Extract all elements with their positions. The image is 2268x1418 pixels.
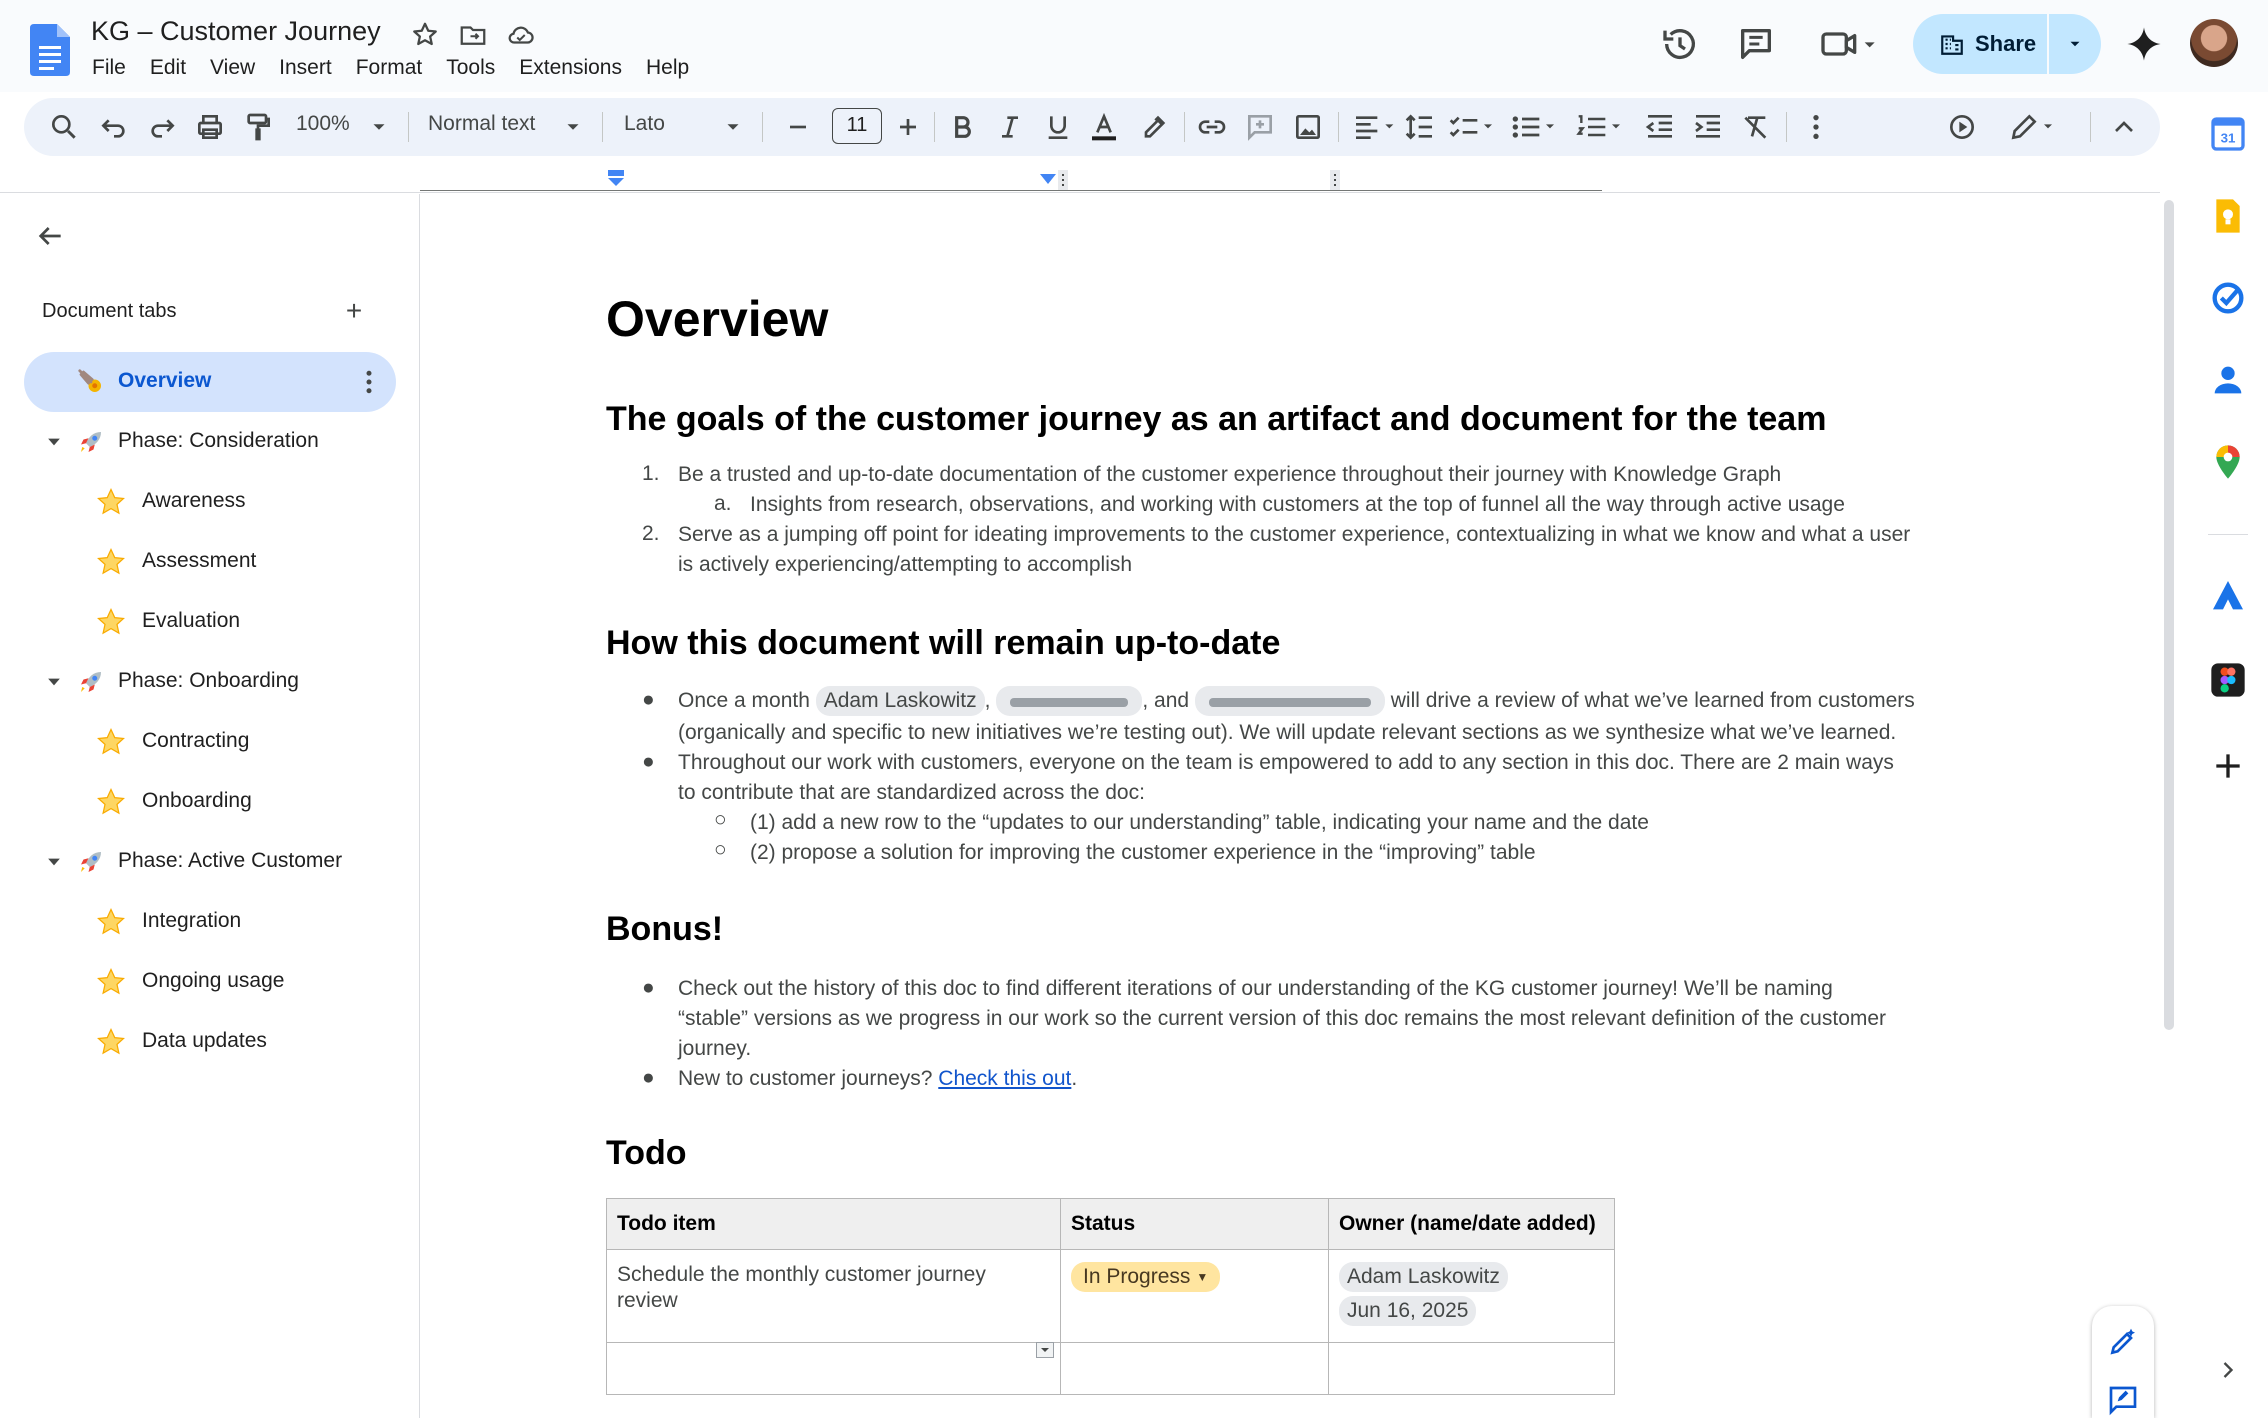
collapse-caret-icon[interactable] <box>44 432 64 452</box>
document-tabs-sidebar <box>0 194 420 1418</box>
menu-view[interactable]: View <box>210 56 256 79</box>
owner-cell[interactable] <box>1329 1250 1615 1343</box>
sidebar-tab-label: Phase: Consideration <box>118 429 319 452</box>
gemini-icon[interactable] <box>2124 24 2164 64</box>
tab-options-icon[interactable] <box>354 367 384 397</box>
sidebar-tab-label: Assessment <box>142 549 257 572</box>
column-marker-icon[interactable] <box>1330 170 1340 190</box>
bullet: ● <box>642 750 655 773</box>
version-history-icon[interactable] <box>1660 24 1700 64</box>
status-label: In Progress <box>1083 1265 1191 1288</box>
todo-item-line-1: Schedule the monthly customer journey <box>617 1263 986 1286</box>
zoom-caret-icon[interactable] <box>368 111 390 143</box>
decrease-font-size-icon[interactable] <box>782 111 814 143</box>
sidebar-tab-integration[interactable] <box>24 892 396 952</box>
maps-icon[interactable] <box>2208 442 2248 482</box>
title-bar <box>0 0 2268 92</box>
print-icon[interactable] <box>194 111 226 143</box>
font-family-select[interactable]: Lato <box>624 112 665 135</box>
add-addon-icon[interactable] <box>2208 746 2248 786</box>
column-header[interactable]: Todo item <box>607 1199 1061 1250</box>
up-to-date-bullet-1-line-2: (organically and specific to new initiatives we’re testing out). We will update relevant sections as we synthesize what we’ve learned. <box>678 721 1897 744</box>
menu-insert[interactable]: Insert <box>279 56 332 79</box>
svg-text:31: 31 <box>2220 130 2236 146</box>
text: will drive a review of what we’ve learned from customers <box>1390 689 1915 712</box>
sidebar-tab-phase-onboarding[interactable] <box>24 652 396 712</box>
toolbar-divider <box>762 112 763 142</box>
person-chip[interactable]: Adam Laskowitz <box>1339 1262 1508 1292</box>
sidebar-tab-label: Awareness <box>142 489 246 512</box>
status-chip[interactable] <box>1071 1262 1220 1292</box>
todo-heading: Todo <box>606 1134 687 1172</box>
empty-cell[interactable] <box>1061 1343 1329 1395</box>
star-emoji-icon <box>96 907 126 937</box>
star-emoji-icon <box>96 727 126 757</box>
sidebar-tab-label: Phase: Active Customer <box>118 849 343 872</box>
bullet: ● <box>642 1066 655 1089</box>
figma-addon-icon[interactable] <box>2208 660 2248 700</box>
insert-image-icon[interactable] <box>1292 111 1324 143</box>
goals-item-1: Be a trusted and up-to-date documentation of the customer experience throughout their journey with Knowledge Graph <box>678 463 1782 486</box>
bulleted-list-icon[interactable] <box>1510 111 1558 143</box>
table-row <box>607 1250 1615 1343</box>
decrease-indent-icon[interactable] <box>1644 111 1676 143</box>
user-avatar[interactable] <box>2190 19 2238 67</box>
share-main-button[interactable] <box>1913 14 2049 74</box>
rocket-emoji-icon <box>76 847 106 877</box>
text: , <box>984 689 991 712</box>
redacted-person-chip[interactable] <box>1195 686 1385 716</box>
todo-table <box>606 1198 1615 1395</box>
undo-icon[interactable] <box>98 111 130 143</box>
star-emoji-icon <box>96 487 126 517</box>
comet-emoji-icon <box>76 367 106 397</box>
more-options-icon[interactable] <box>1800 111 1832 143</box>
sub-bullet: ○ <box>714 808 727 831</box>
column-header[interactable]: Owner (name/date added) <box>1329 1199 1615 1250</box>
docs-logo-icon[interactable] <box>30 24 70 76</box>
floating-actions <box>2092 1306 2154 1418</box>
smart-compose-icon[interactable] <box>1946 111 1978 143</box>
sidebar-tab-label: Contracting <box>142 729 250 752</box>
chip-caret-icon: ▼ <box>1196 1270 1209 1285</box>
sidebar-tab-overview[interactable] <box>24 352 396 412</box>
italic-icon[interactable] <box>994 111 1026 143</box>
caret-down-icon <box>2066 35 2084 53</box>
star-icon[interactable] <box>410 20 440 50</box>
keep-icon[interactable] <box>2208 196 2248 236</box>
toolbar-divider <box>1184 112 1185 142</box>
share-label: Share <box>1975 31 2037 56</box>
sidebar-tab-ongoing-usage[interactable] <box>24 952 396 1012</box>
sidebar-tab-data-updates[interactable] <box>24 1012 396 1072</box>
sidebar-tab-label: Overview <box>118 369 212 392</box>
up-to-date-sub-2: (2) propose a solution for improving the customer experience in the “improving” table <box>750 841 1536 864</box>
atlassian-addon-icon[interactable] <box>2208 576 2248 616</box>
expand-panel-icon[interactable] <box>2214 1356 2242 1384</box>
sidebar-tab-evaluation[interactable] <box>24 592 396 652</box>
numbered-list-icon[interactable] <box>1576 111 1624 143</box>
underline-icon[interactable] <box>1042 111 1074 143</box>
toolbar-divider <box>408 112 409 142</box>
style-caret-icon[interactable] <box>562 111 584 143</box>
document-title[interactable]: KG – Customer Journey <box>91 16 381 46</box>
left-indent-marker-icon[interactable] <box>606 170 626 188</box>
help-me-write-icon[interactable] <box>2107 1326 2139 1358</box>
checklist-icon[interactable] <box>1448 111 1496 143</box>
search-menus-icon[interactable] <box>48 111 80 143</box>
add-tab-button[interactable]: + <box>345 295 363 326</box>
sidebar-tab-label: Onboarding <box>142 789 252 812</box>
text: , and <box>1142 689 1190 712</box>
sidebar-tab-label: Integration <box>142 909 242 932</box>
star-emoji-icon <box>96 967 126 997</box>
sidebar-tab-label: Ongoing usage <box>142 969 285 992</box>
toolbar-border <box>0 192 2160 193</box>
document-tabs-heading: Document tabs <box>42 300 177 322</box>
list-number: 1. <box>642 462 660 485</box>
text: New to customer journeys? <box>678 1067 939 1090</box>
star-emoji-icon <box>96 1027 126 1057</box>
list-letter: a. <box>714 492 732 515</box>
sidebar-tab-assessment[interactable] <box>24 532 396 592</box>
bullet: ● <box>642 688 655 711</box>
bullet: ● <box>642 976 655 999</box>
bonus-bullet-1-line-2: “stable” versions as we progress in our work so the current version of this doc remains the most relevant definition of the customer <box>678 1007 1887 1030</box>
collapse-caret-icon[interactable] <box>44 852 64 872</box>
redacted-person-chip[interactable] <box>996 686 1142 716</box>
collapse-caret-icon[interactable] <box>44 672 64 692</box>
ruler-baseline <box>420 190 1602 191</box>
menu-bar <box>80 54 701 82</box>
bonus-heading: Bonus! <box>606 910 724 948</box>
up-to-date-bullet-1-line-1 <box>678 686 1915 716</box>
todo-item-line-2: review <box>617 1289 678 1312</box>
bonus-bullet-1-line-1: Check out the history of this doc to find different iterations of our understanding of the KG customer journey! We’ll be naming <box>678 977 1833 1000</box>
goals-heading: The goals of the customer journey as an artifact and document for the team <box>606 400 1827 438</box>
side-panel <box>2194 100 2268 1418</box>
star-emoji-icon <box>96 547 126 577</box>
column-header[interactable]: Status <box>1061 1199 1329 1250</box>
suggest-edit-icon[interactable] <box>2107 1384 2139 1416</box>
paragraph-style-select[interactable]: Normal text <box>428 112 536 135</box>
up-to-date-sub-1: (1) add a new row to the “updates to our understanding” table, indicating your name and the date <box>750 811 1649 834</box>
sub-bullet: ○ <box>714 838 727 861</box>
goals-item-1a: Insights from research, observations, and working with customers at the top of funnel all the way through active usage <box>750 493 1845 516</box>
menu-file[interactable]: File <box>92 56 126 79</box>
bonus-bullet-1-line-3: journey. <box>678 1037 752 1060</box>
star-emoji-icon <box>96 607 126 637</box>
contacts-icon[interactable] <box>2208 360 2248 400</box>
vertical-scrollbar[interactable] <box>2164 200 2174 1030</box>
text-color-icon[interactable] <box>1088 111 1120 143</box>
hide-menus-icon[interactable] <box>2108 111 2140 143</box>
menu-tools[interactable]: Tools <box>446 56 496 79</box>
add-comment-icon[interactable] <box>1244 111 1276 143</box>
building-icon <box>1939 31 1965 57</box>
up-to-date-bullet-2-line-1: Throughout our work with customers, everyone on the team is empowered to add to any section in this doc. There are 2 main ways <box>678 751 1894 774</box>
toolbar-divider <box>602 112 603 142</box>
sidebar-tab-phase-consideration[interactable] <box>24 412 396 472</box>
comments-icon[interactable] <box>1736 24 1776 64</box>
sidebar-tab-awareness[interactable] <box>24 472 396 532</box>
menu-help[interactable]: Help <box>645 56 690 79</box>
list-number: 2. <box>642 522 660 545</box>
empty-cell[interactable] <box>1329 1343 1615 1395</box>
back-arrow-icon[interactable] <box>34 220 66 252</box>
menu-extensions[interactable]: Extensions <box>519 56 622 79</box>
increase-font-size-icon[interactable] <box>892 111 924 143</box>
sidebar-tab-onboarding[interactable] <box>24 772 396 832</box>
increase-indent-icon[interactable] <box>1692 111 1724 143</box>
todo-item-cell[interactable] <box>607 1250 1061 1343</box>
zoom-select[interactable]: 100% <box>296 112 350 135</box>
clear-formatting-icon[interactable] <box>1740 111 1772 143</box>
rocket-emoji-icon <box>76 667 106 697</box>
empty-cell[interactable] <box>607 1343 1061 1395</box>
text: . <box>1071 1067 1078 1090</box>
toolbar-divider <box>934 112 935 142</box>
sidebar-tab-contracting[interactable] <box>24 712 396 772</box>
sidebar-tab-label: Evaluation <box>142 609 241 632</box>
document-canvas[interactable] <box>420 194 2160 1418</box>
doc-title-heading: Overview <box>606 291 829 347</box>
row-dropdown-icon[interactable] <box>1036 1342 1054 1358</box>
status-cell[interactable] <box>1061 1250 1329 1343</box>
sidebar-tab-phase-active-customer[interactable] <box>24 832 396 892</box>
meet-icon[interactable] <box>1818 24 1878 64</box>
share-button <box>1913 14 2101 74</box>
share-dropdown-button[interactable] <box>2049 14 2101 74</box>
star-emoji-icon <box>96 787 126 817</box>
up-to-date-heading: How this document will remain up-to-date <box>606 624 1281 662</box>
insert-link-icon[interactable] <box>1196 111 1228 143</box>
toolbar-divider <box>1338 112 1339 142</box>
align-icon[interactable] <box>1352 111 1396 143</box>
date-chip[interactable]: Jun 16, 2025 <box>1339 1296 1476 1326</box>
editing-mode-icon[interactable] <box>2008 111 2056 143</box>
sidebar-tab-label: Data updates <box>142 1029 267 1052</box>
bold-icon[interactable] <box>946 111 978 143</box>
right-indent-marker-icon[interactable] <box>1038 172 1058 188</box>
check-this-out-link[interactable]: Check this out <box>938 1067 1072 1090</box>
redo-icon[interactable] <box>146 111 178 143</box>
column-marker-icon[interactable] <box>1058 170 1068 190</box>
up-to-date-bullet-2-line-2: to contribute that are standardized across the doc: <box>678 781 1145 804</box>
toolbar-divider <box>2090 112 2091 142</box>
line-spacing-icon[interactable] <box>1404 111 1436 143</box>
ruler[interactable] <box>420 170 1602 192</box>
paint-format-icon[interactable] <box>242 111 274 143</box>
text: Once a month <box>678 689 810 712</box>
font-size-input[interactable]: 11 <box>832 108 882 144</box>
sidebar-tab-label: Phase: Onboarding <box>118 669 299 692</box>
goals-item-2-line-2: is actively experiencing/attempting to accomplish <box>678 553 1133 576</box>
menu-format[interactable]: Format <box>355 56 423 79</box>
person-chip[interactable]: Adam Laskowitz <box>816 686 985 716</box>
goals-item-2-line-1: Serve as a jumping off point for ideating improvements to the customer experience, contextualizing in what we know and what a user <box>678 523 1911 546</box>
tasks-icon[interactable] <box>2208 278 2248 318</box>
rocket-emoji-icon <box>76 427 106 457</box>
highlight-color-icon[interactable] <box>1138 111 1170 143</box>
calendar-icon[interactable] <box>2208 114 2248 154</box>
table-header-row <box>607 1199 1615 1250</box>
toolbar-divider <box>1786 112 1787 142</box>
panel-divider <box>2208 534 2248 535</box>
table-row <box>607 1343 1615 1395</box>
formatting-toolbar <box>24 98 2160 156</box>
cloud-saved-icon[interactable] <box>506 20 536 50</box>
menu-edit[interactable]: Edit <box>149 56 187 79</box>
move-folder-icon[interactable] <box>458 20 488 50</box>
bonus-bullet-2 <box>678 1064 1077 1094</box>
font-caret-icon[interactable] <box>722 111 744 143</box>
